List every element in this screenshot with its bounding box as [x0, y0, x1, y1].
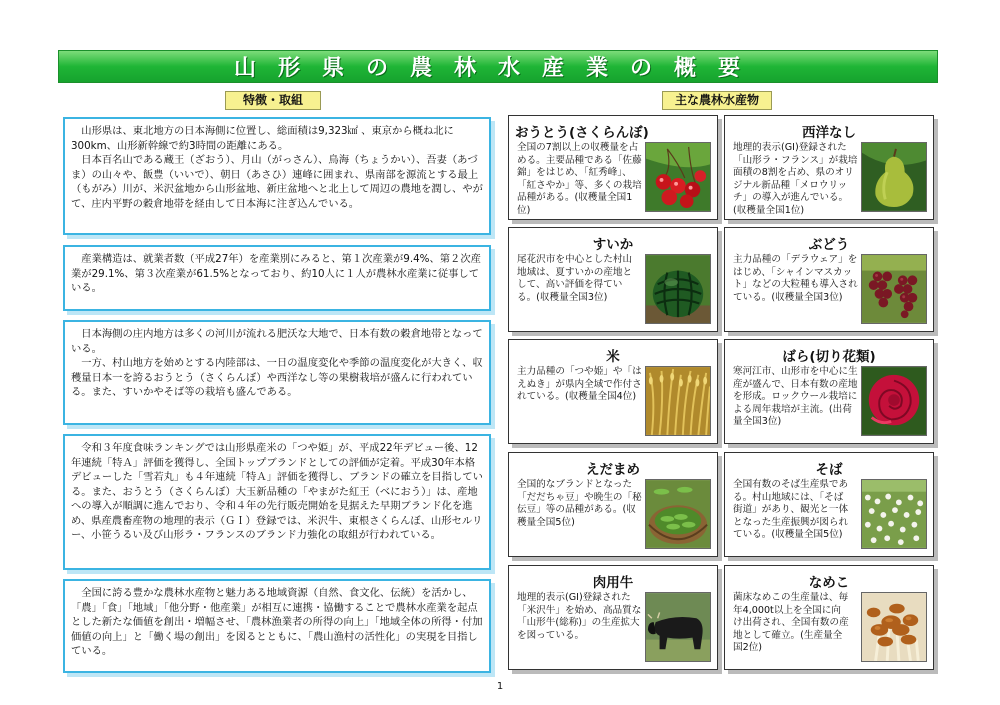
features-header: 特徴・取組: [225, 91, 321, 110]
product-name: すいか: [592, 237, 634, 253]
product-name: なめこ: [808, 575, 850, 591]
product-name: えだまめ: [586, 462, 640, 478]
panel-text: 日本百名山である蔵王（ざおう）、月山（がっさん）、鳥海（ちょうかい）、吾妻（あづま）の山々や、飯豊（いいで）、朝日（あさひ）連峰に囲まれ、県南部を源流とする最上（もがみ）川が、米沢盆地から山形盆地、新庄盆地へと北上して周辺の農地を潤し、やがて、庄内平野の穀倉地帯を経由して日本海に注ぎ込んでいる。: [71, 154, 483, 210]
product-card-grape: [724, 227, 934, 332]
product-name: ばら(切り花類): [782, 349, 876, 365]
product-card-watermelon: [508, 227, 718, 332]
product-desc: 寒河江市、山形市を中心に生産が盛んで、日本有数の産地を形成。ロックウール栽培による周年栽培が主流。(出荷量全国3位): [733, 366, 858, 428]
product-desc: 主力品種の「つや姫」や「はえぬき」が県内全域で作付されている。(収穫量全国4位): [517, 366, 642, 403]
product-name: 肉用牛: [592, 575, 634, 591]
cattle-photo: [645, 592, 711, 662]
product-card-rose: [724, 339, 934, 444]
panel-regions: [63, 320, 491, 425]
panel-industry: [63, 245, 491, 311]
panel-text: 全国に誇る豊かな農林水産物と魅力ある地域資源（自然、食文化、伝統）を活かし、「農」「食」「地域」「他分野・他産業」が相互に連携・協働することで農林水産業を起点とした新たな価値を創出・増幅させ、「農林漁業者の所得の向上」「地域全体の所得・付加価値の向上」と「働く場の創出」を図るとともに、「農山漁村の活性化」の実現を目指している。: [71, 587, 483, 657]
product-card-edamame: [508, 452, 718, 557]
product-desc: 全国有数のそば生産県である。村山地域には、「そば街道」があり、観光と一体となった生産振興が図られている。(収穫量全国5位): [733, 479, 849, 541]
product-name: そば: [815, 462, 843, 478]
watermelon-photo: [645, 254, 711, 324]
product-name: おうとう(さくらんぼ): [515, 125, 649, 141]
panel-text: 一方、村山地方を始めとする内陸部は、一日の温度変化や季節の温度変化が大きく、収穫量日本一を誇るおうとう（さくらんぼ）や西洋なし等の果樹栽培が盛んに行われている。また、すいかやそば等の栽培も盛んである。: [71, 357, 483, 398]
page-title-bar: [58, 50, 938, 83]
product-desc: 主力品種の「デラウェア」をはじめ、「シャインマスカット」などの大粒種も導入されている。(収穫量全国3位): [733, 254, 858, 303]
product-desc: 地理的表示(GI)登録された「米沢牛」を始め、高品質な「山形牛(総称)」の生産拡大を図っている。: [517, 592, 642, 641]
product-card-rice: [508, 339, 718, 444]
product-desc: 菌床なめこの生産量は、毎年4,000t以上を全国に向け出荷され、全国有数の産地として確立。(生産量全国2位): [733, 592, 849, 654]
product-card-nameko: [724, 565, 934, 670]
product-desc: 全国の7割以上の収穫量を占める。主要品種である「佐藤錦」をはじめ、「紅秀峰」、「紅さやか」等、多くの栽培品種がある。(収穫量全国1位): [517, 142, 642, 216]
page-title: 山形県の農林水産業の概要: [233, 56, 762, 81]
panel-brands: [63, 434, 491, 570]
rice-photo: [645, 366, 711, 436]
edamame-photo: [645, 479, 711, 549]
product-card-cattle: [508, 565, 718, 670]
product-card-cherry: [508, 115, 718, 220]
product-card-pear: [724, 115, 934, 220]
grape-photo: [861, 254, 927, 324]
panel-text: 日本海側の庄内地方は多くの河川が流れる肥沃な大地で、日本有数の穀倉地帯となっている。: [71, 328, 483, 355]
product-name: 西洋なし: [802, 125, 856, 141]
rose-photo: [861, 366, 927, 436]
product-desc: 全国的なブランドとなった「だだちゃ豆」や晩生の「秘伝豆」等の品種がある。(収穫量全国5位): [517, 479, 642, 528]
products-header: 主な農林水産物: [662, 91, 772, 110]
panel-text: 産業構造は、就業者数（平成27年）を産業別にみると、第１次産業が9.4%、第２次産業が29.1%、第３次産業が61.5%となっており、約10人に１人が農林水産業に従事している。: [71, 253, 481, 294]
nameko-photo: [861, 592, 927, 662]
panel-text: 令和３年度食味ランキングでは山形県産米の「つや姫」が、平成22年デビュー後、12年連続「特Ａ」評価を獲得し、全国トップブランドとしての評価が定着。平成30年本格デビューした「雪若丸」も４年連続「特Ａ」評価を獲得し、ブランドの確立を目指している。また、おうとう（さくらんぼ）大玉新品種の「やまがた紅王（べにおう）」は、産地への導入が順調に進んでおり、令和４年の先行販売開始を見据えた早期ブランド化を進め、県産農畜産物の地理的表示（ＧＩ）登録では、米沢牛、東根さくらんぼ、山形セルリー、小笹うるい及び山形ラ・フランスのブランド力強化の取組が行われている。: [71, 442, 483, 541]
product-card-soba: [724, 452, 934, 557]
product-desc: 地理的表示(GI)登録された「山形ラ・フランス」が栽培面積の8割を占め、県のオリジナル新品種「メロウリッチ」の導入が進んでいる。(収穫量全国1位): [733, 142, 858, 216]
page-number: 1: [496, 681, 504, 692]
cherry-photo: [645, 142, 711, 212]
product-name: 米: [606, 349, 620, 365]
product-name: ぶどう: [808, 237, 850, 253]
product-desc: 尾花沢市を中心とした村山地域は、夏すいかの産地として、高い評価を得ている。(収穫量全国3位): [517, 254, 633, 303]
panel-vision: [63, 579, 491, 673]
panel-text: 山形県は、東北地方の日本海側に位置し、総面積は9,323㎢ 、東京から概ね北に300km、山形新幹線で約3時間の距離にある。: [71, 125, 454, 152]
panel-geography: [63, 117, 491, 235]
soba-photo: [861, 479, 927, 549]
pear-photo: [861, 142, 927, 212]
